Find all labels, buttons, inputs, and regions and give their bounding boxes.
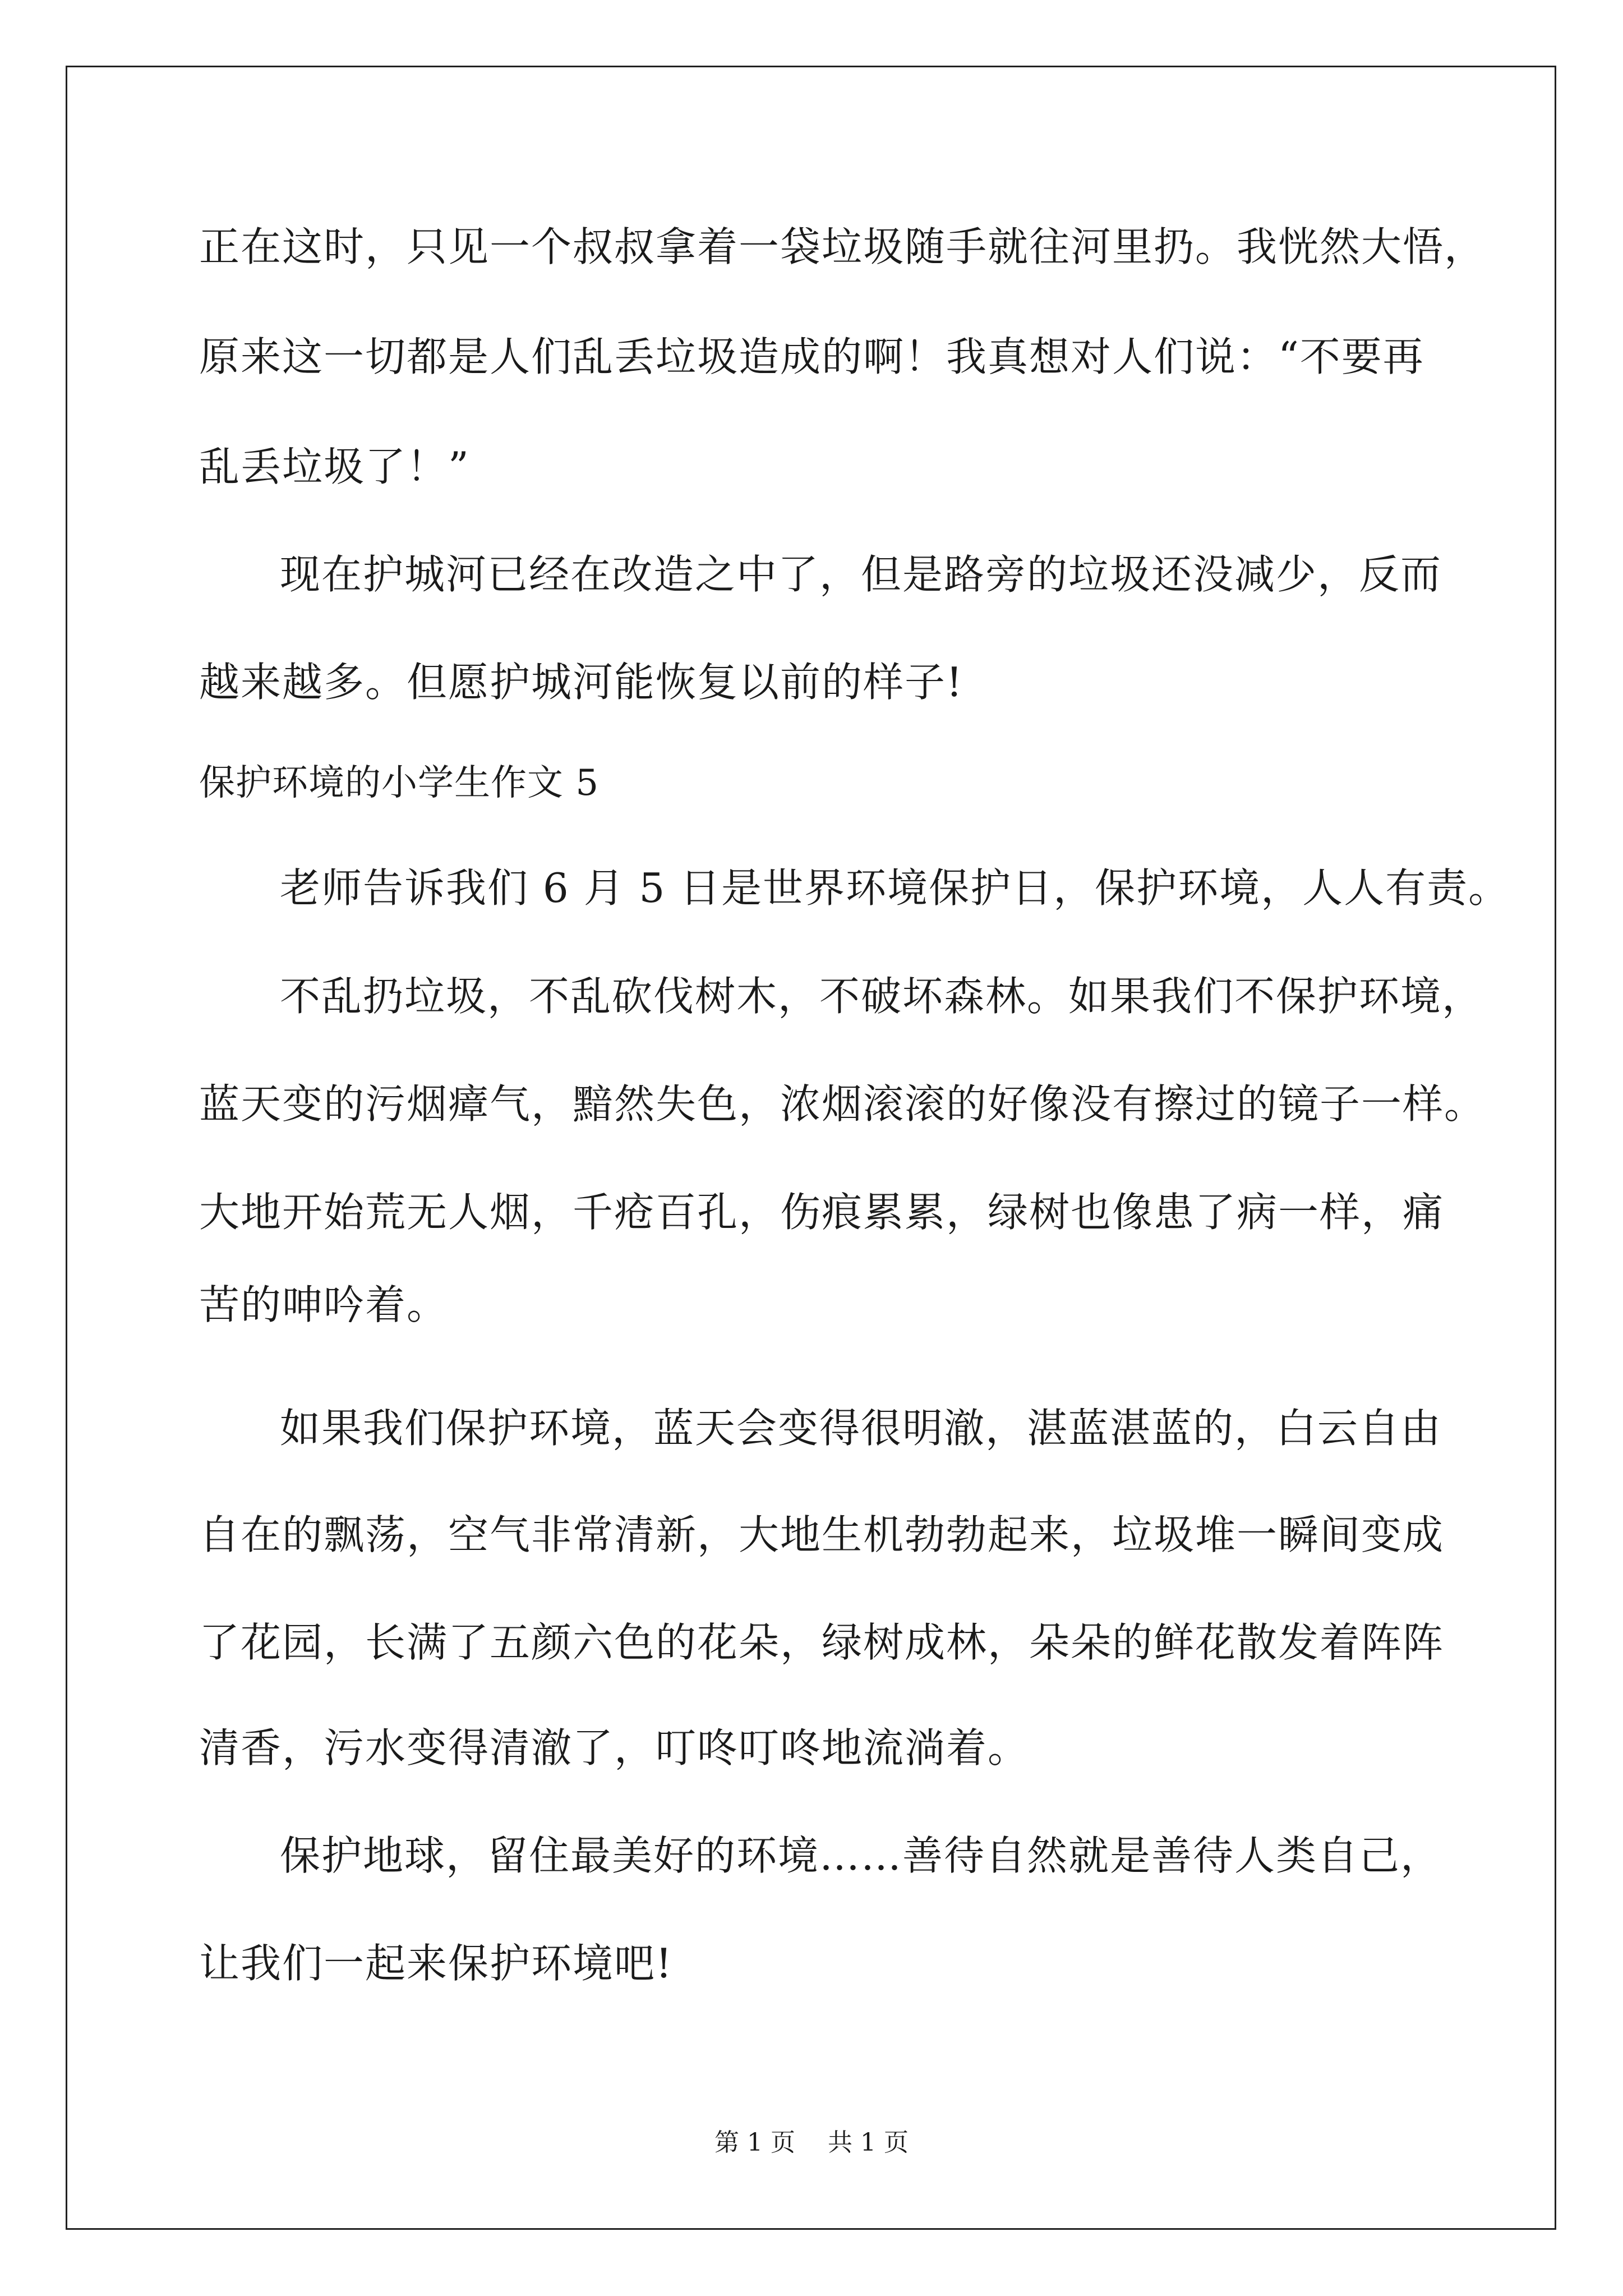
section-heading: 保护环境的小学生作文 5 xyxy=(199,762,600,804)
paragraph-line: 苦的呻吟着。 xyxy=(199,1281,449,1328)
paragraph-line: 老师告诉我们 6 月 5 日是世界环境保护日，保护环境，人人有责。 xyxy=(280,864,1510,912)
paragraph-line: 现在护城河已经在改造之中了，但是路旁的垃圾还没减少，反而 xyxy=(280,551,1442,598)
paragraph-line: 大地开始荒无人烟，千疮百孔，伤痕累累，绿树也像患了病一样，痛 xyxy=(199,1189,1445,1236)
paragraph-line: 让我们一起来保护环境吧! xyxy=(199,1940,673,1987)
paragraph-line: 不乱扔垃圾，不乱砍伐树木，不破坏森林。如果我们不保护环境， xyxy=(280,973,1484,1020)
paragraph-line: 自在的飘荡，空气非常清新，大地生机勃勃起来，垃圾堆一瞬间变成 xyxy=(199,1511,1445,1558)
page-number-footer: 第 1 页 共 1 页 xyxy=(714,2128,909,2157)
paragraph-line: 蓝天变的污烟瘴气，黯然失色，浓烟滚滚的好像没有擦过的镜子一样。 xyxy=(199,1080,1486,1128)
paragraph-line: 越来越多。但愿护城河能恢复以前的样子! xyxy=(199,659,963,706)
paragraph-line: 清香，污水变得清澈了，叮咚叮咚地流淌着。 xyxy=(199,1724,1030,1772)
paragraph-line: 保护地球，留住最美好的环境……善待自然就是善待人类自己， xyxy=(280,1832,1442,1879)
paragraph-line: 了花园，长满了五颜六色的花朵，绿树成林，朵朵的鲜花散发着阵阵 xyxy=(199,1619,1445,1666)
paragraph-line: 原来这一切都是人们乱丢垃圾造成的啊！我真想对人们说：“不要再 xyxy=(199,333,1424,380)
paragraph-line: 乱丢垃圾了！” xyxy=(199,443,470,490)
page-border xyxy=(66,66,1556,2230)
paragraph-line: 如果我们保护环境，蓝天会变得很明澈，湛蓝湛蓝的，白云自由 xyxy=(280,1405,1442,1452)
paragraph-line: 正在这时，只见一个叔叔拿着一袋垃圾随手就往河里扔。我恍然大悟， xyxy=(199,223,1486,270)
